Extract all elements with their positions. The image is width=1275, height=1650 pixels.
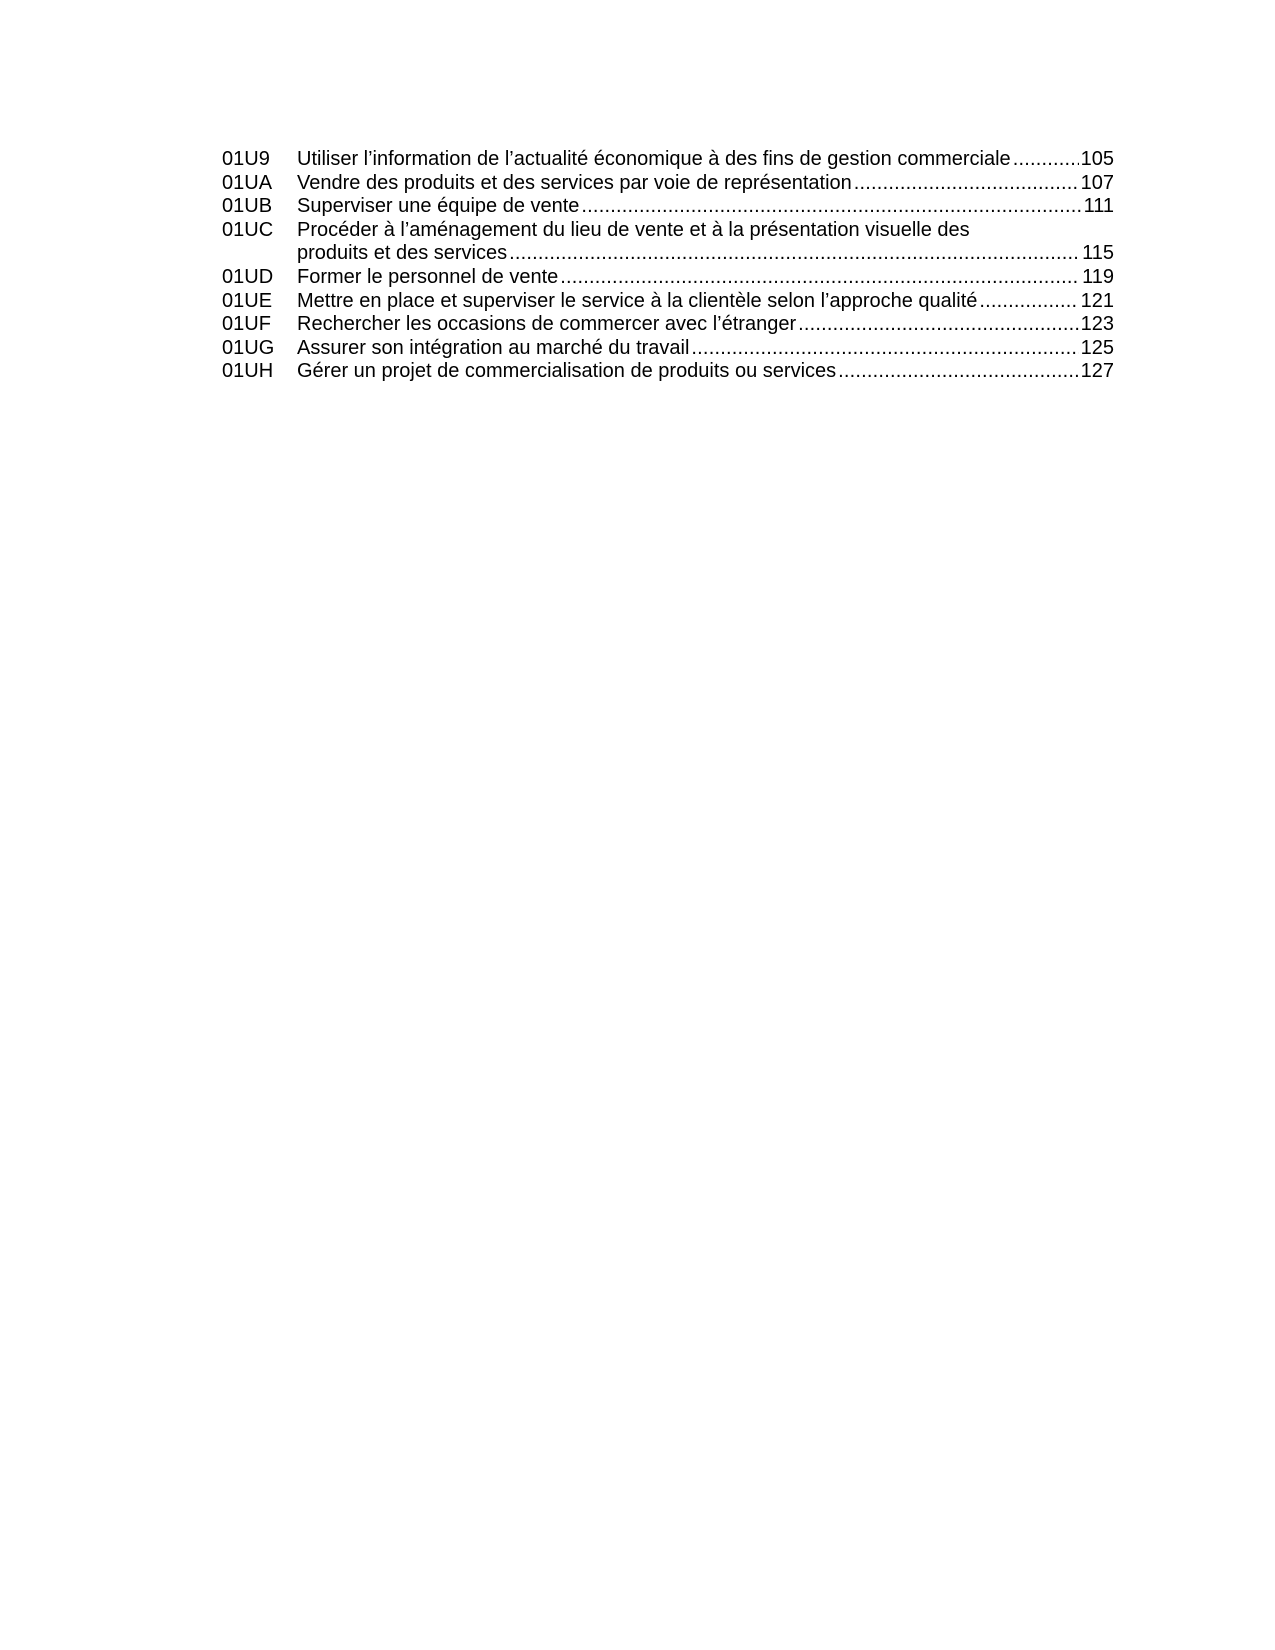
dot-leader <box>560 266 1080 290</box>
toc-title: produits et des services <box>297 242 508 265</box>
toc-line <box>297 148 1114 172</box>
dot-leader <box>979 290 1078 314</box>
toc-entry-01uc[interactable] <box>222 219 1114 266</box>
toc-title: Gérer un projet de commercialisation de produits ou services <box>297 360 837 383</box>
toc-body <box>297 290 1114 314</box>
toc-page-number: 121 <box>1080 289 1114 312</box>
toc-line <box>297 172 1114 196</box>
toc-code: 01UH <box>222 360 274 383</box>
toc-title: Mettre en place et superviser le service à la clientèle selon l’approche qualité <box>297 289 978 312</box>
toc-body <box>297 172 1114 196</box>
toc-page-number: 119 <box>1082 265 1114 288</box>
dot-leader <box>838 360 1078 384</box>
toc-line <box>297 242 1114 266</box>
toc-line <box>297 337 1114 361</box>
toc-code: 01U9 <box>222 148 270 170</box>
toc-line <box>297 195 1114 219</box>
toc-title: Rechercher les occasions de commercer avec l’étranger <box>297 313 797 336</box>
toc-page-number: 107 <box>1080 171 1114 194</box>
dot-leader <box>581 195 1081 219</box>
toc-body <box>297 337 1114 361</box>
toc-page-number: 105 <box>1080 148 1114 170</box>
dot-leader <box>509 242 1080 266</box>
toc-line <box>297 290 1114 314</box>
toc-body <box>297 219 1114 266</box>
toc-body <box>297 360 1114 384</box>
toc-code: 01UD <box>222 265 274 288</box>
toc-title: Assurer son intégration au marché du travail <box>297 336 690 359</box>
toc-code: 01UF <box>222 313 271 336</box>
toc-body <box>297 313 1114 337</box>
toc-code: 01UA <box>222 171 273 194</box>
toc-line <box>297 266 1114 290</box>
toc-body <box>297 195 1114 219</box>
toc-page-number: 125 <box>1080 336 1114 359</box>
toc-entry-01ub[interactable] <box>222 195 1114 219</box>
toc-body <box>297 148 1114 172</box>
toc-entry-01uf[interactable] <box>222 313 1114 337</box>
table-of-contents <box>222 148 1114 384</box>
dot-leader <box>854 172 1079 196</box>
toc-title: Former le personnel de vente <box>297 265 559 288</box>
toc-code: 01UC <box>222 218 274 241</box>
toc-entry-01uh[interactable] <box>222 360 1114 384</box>
toc-entry-01u9[interactable] <box>222 148 1114 172</box>
toc-page-number: 111 <box>1083 195 1114 218</box>
toc-page-number: 123 <box>1080 313 1114 336</box>
dot-leader <box>691 337 1078 361</box>
toc-title-line1: Procéder à l’aménagement du lieu de vente et à la présentation visuelle des <box>297 218 970 241</box>
dot-leader <box>1013 148 1079 172</box>
toc-page-number: 115 <box>1082 242 1114 265</box>
toc-line <box>297 313 1114 337</box>
toc-entry-01ua[interactable] <box>222 172 1114 196</box>
toc-line <box>297 360 1114 384</box>
toc-entry-01ue[interactable] <box>222 290 1114 314</box>
toc-entry-01ug[interactable] <box>222 337 1114 361</box>
toc-title: Superviser une équipe de vente <box>297 195 580 218</box>
toc-title: Vendre des produits et des services par voie de représentation <box>297 171 852 194</box>
toc-entry-01ud[interactable] <box>222 266 1114 290</box>
toc-code: 01UE <box>222 289 273 312</box>
toc-title: Utiliser l’information de l’actualité économique à des fins de gestion commerciale <box>297 148 1011 170</box>
toc-body <box>297 266 1114 290</box>
toc-page-number: 127 <box>1080 360 1114 383</box>
dot-leader <box>798 313 1079 337</box>
toc-code: 01UG <box>222 336 275 359</box>
toc-code: 01UB <box>222 195 273 218</box>
